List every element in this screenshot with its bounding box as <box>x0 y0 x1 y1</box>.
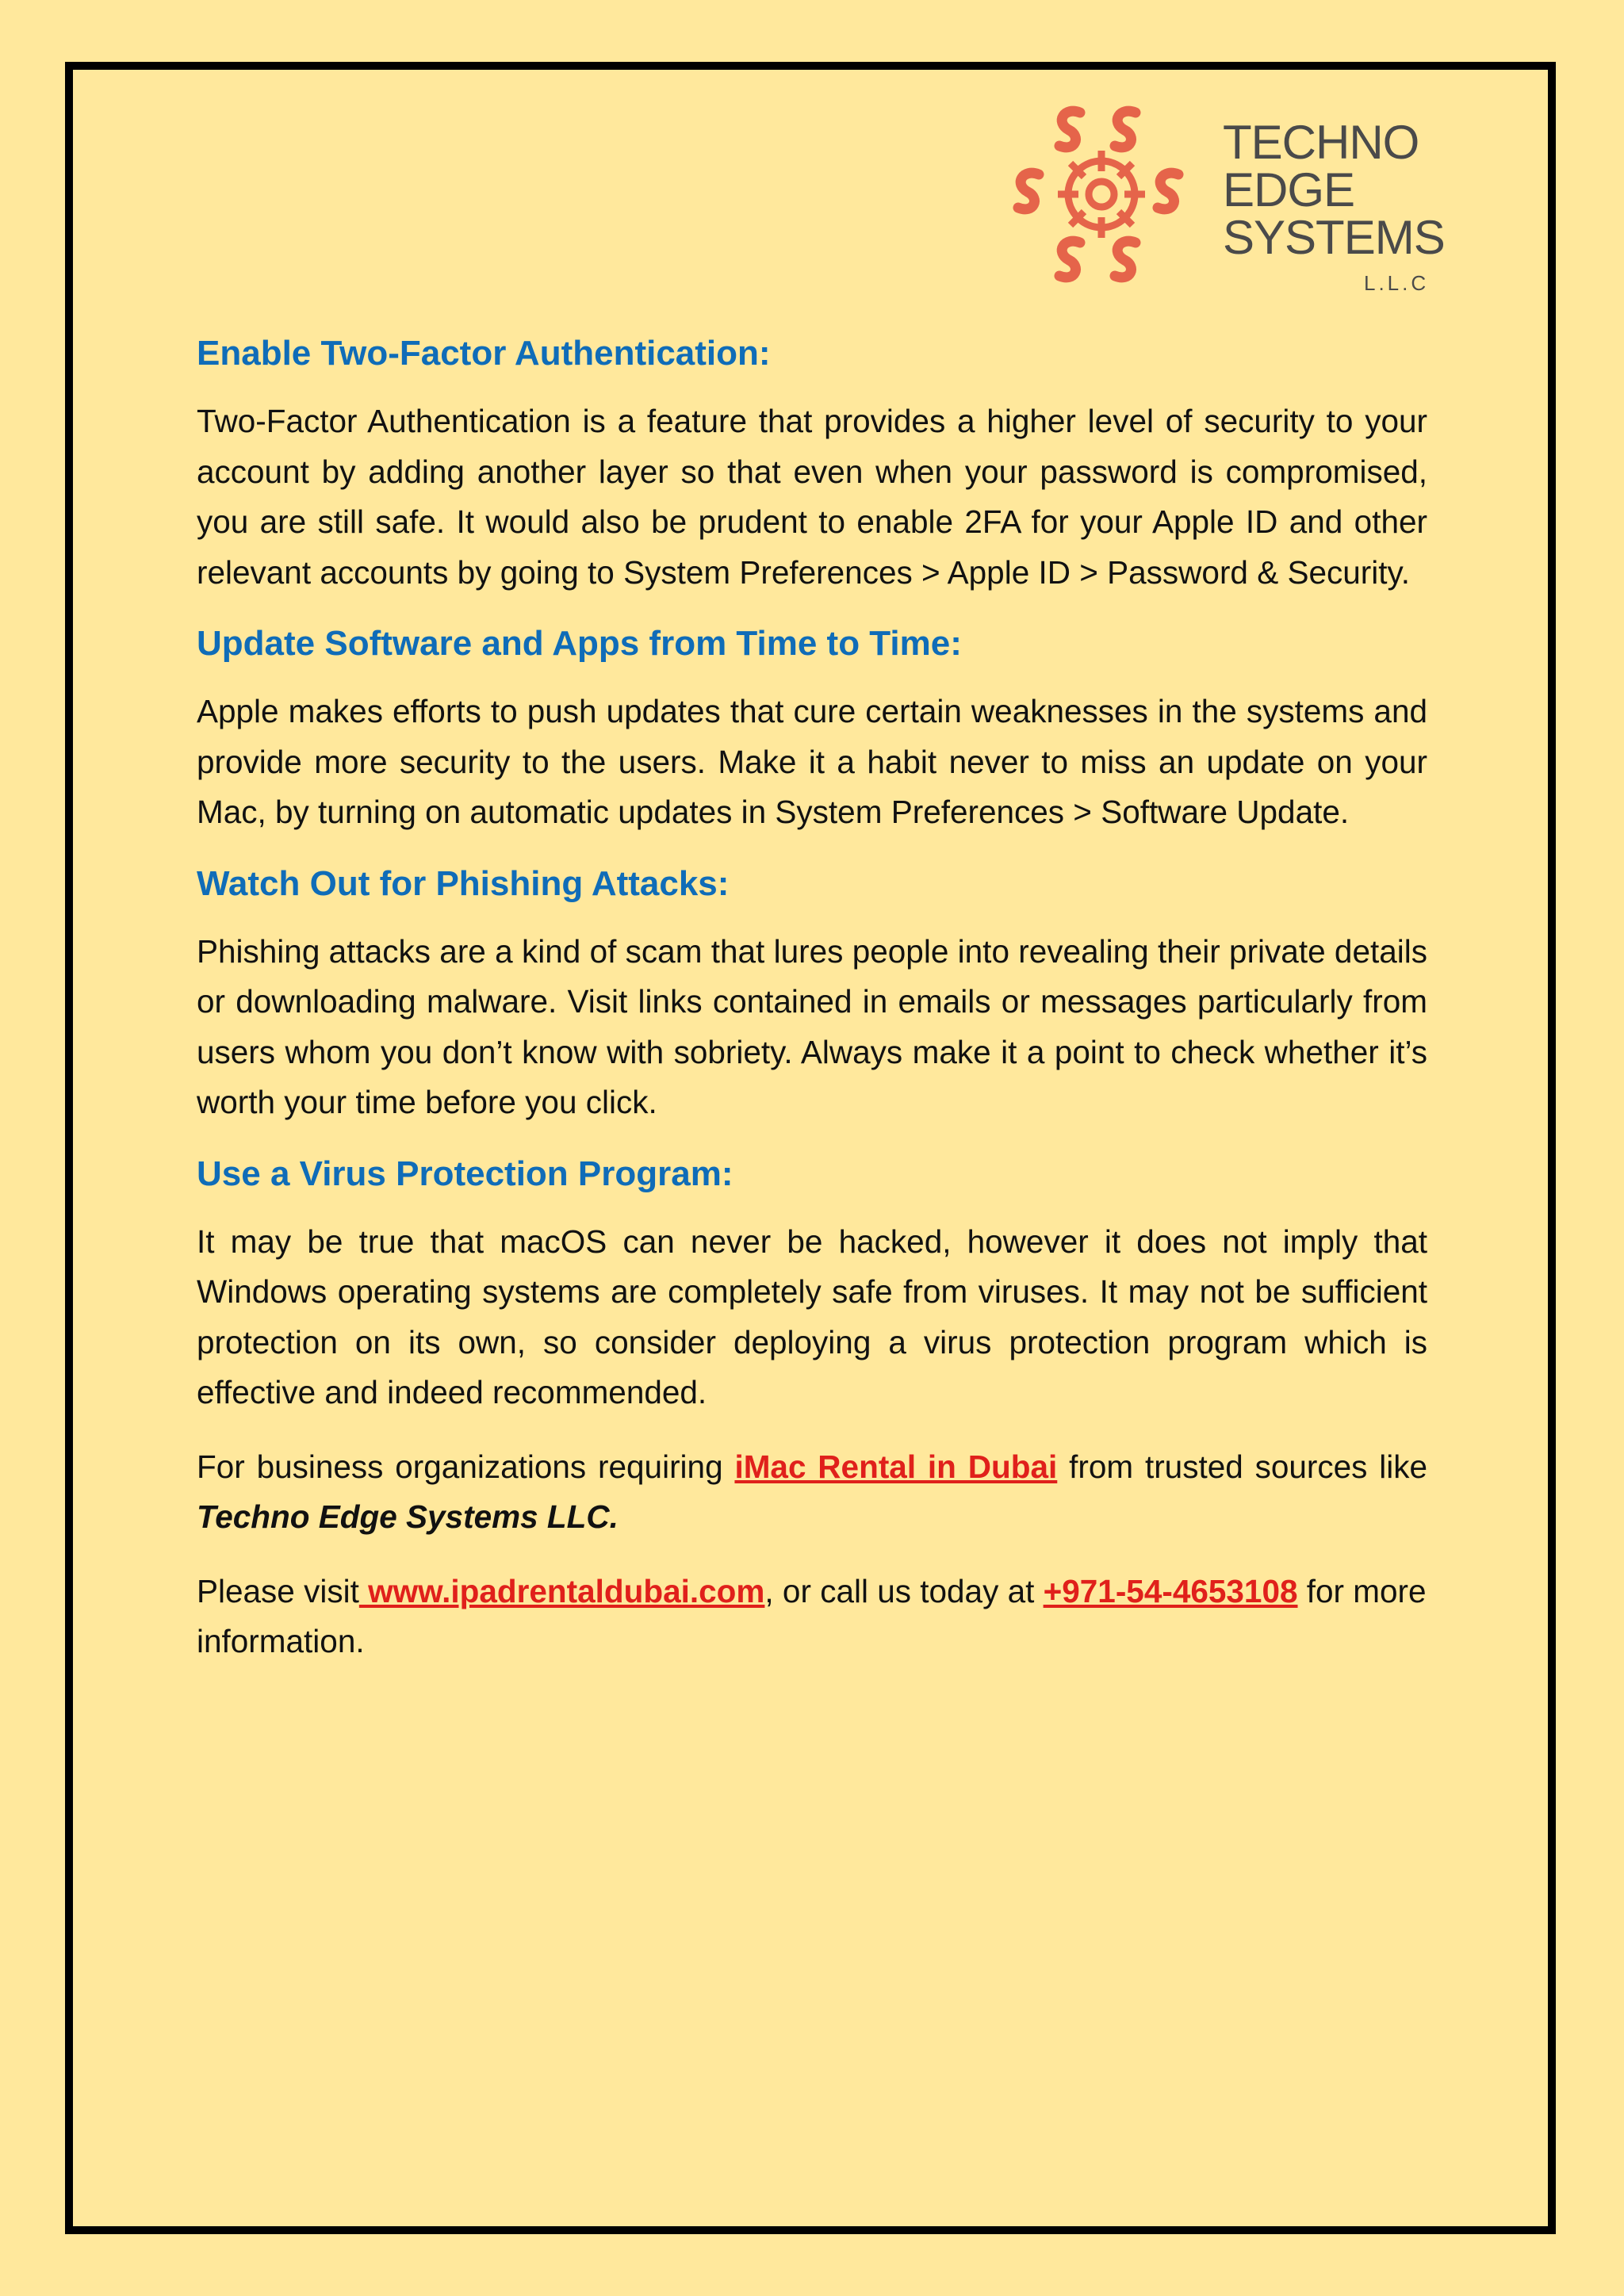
section-heading: Use a Virus Protection Program: <box>197 1154 733 1193</box>
cta-text: from trusted sources like <box>1057 1448 1428 1485</box>
section-paragraph: Two-Factor Authentication is a feature that provides a higher level of security to your account by adding another layer so that even when your password is compromised, you are still safe. It would also be prudent to enable 2FA for your Apple ID and other relevant accounts by going to System Preferences > Apple ID > Password & Security. <box>197 403 1427 591</box>
section-two-factor <box>197 331 1427 598</box>
section-heading: Enable Two-Factor Authentication: <box>197 334 771 373</box>
logo-line-3: SYSTEMS <box>1223 211 1445 264</box>
section-paragraph: Phishing attacks are a kind of scam that lures people into revealing their private details or downloading malware. Visit links contained in emails or messages particularly from users whom you don’t know with sobriety. Always make it a point to check whether it’s worth your time before you click. <box>197 932 1427 1120</box>
company-name: Techno Edge Systems LLC. <box>197 1498 619 1535</box>
cta-text: for more information. <box>197 1572 1427 1659</box>
cta-text: For business organizations requiring <box>197 1448 735 1485</box>
section-paragraph: Apple makes efforts to push updates that cure certain weaknesses in the systems and provide more security to the users. Make it a habit never to miss an update on your Mac, by turning on automatic updates in System Preferences > Software Update. <box>197 693 1427 830</box>
logo-line-2: EDGE <box>1223 163 1355 216</box>
section-heading: Watch Out for Phishing Attacks: <box>197 863 730 903</box>
section-heading: Update Software and Apps from Time to Time: <box>197 624 962 663</box>
logo-line-1: TECHNO <box>1223 116 1419 169</box>
section-paragraph: It may be true that macOS can never be hacked, however it does not imply that Windows operating systems are completely safe from viruses. It may not be sufficient protection on its own, so consider deploying a virus protection program which is effective and indeed recommended. <box>197 1223 1427 1410</box>
company-logo <box>1002 95 1445 301</box>
cta-text: Please visit <box>197 1572 359 1609</box>
logo-emblem-icon <box>1002 95 1201 293</box>
cta-contact-paragraph <box>197 1567 1427 1667</box>
imac-rental-link[interactable]: iMac Rental in Dubai <box>734 1448 1058 1485</box>
logo-wordmark <box>1223 116 1445 264</box>
website-link[interactable]: www.ipadrentaldubai.com <box>358 1572 765 1609</box>
section-virus-protection <box>197 1152 1427 1418</box>
section-update-software <box>197 622 1427 838</box>
logo-llc: L.L.C <box>1364 271 1430 295</box>
section-phishing <box>197 862 1427 1128</box>
cta-text: , or call us today at <box>764 1572 1044 1609</box>
article-body <box>197 331 1427 1691</box>
cta-rental-paragraph <box>197 1442 1427 1543</box>
phone-link[interactable]: +971-54-4653108 <box>1043 1572 1298 1609</box>
